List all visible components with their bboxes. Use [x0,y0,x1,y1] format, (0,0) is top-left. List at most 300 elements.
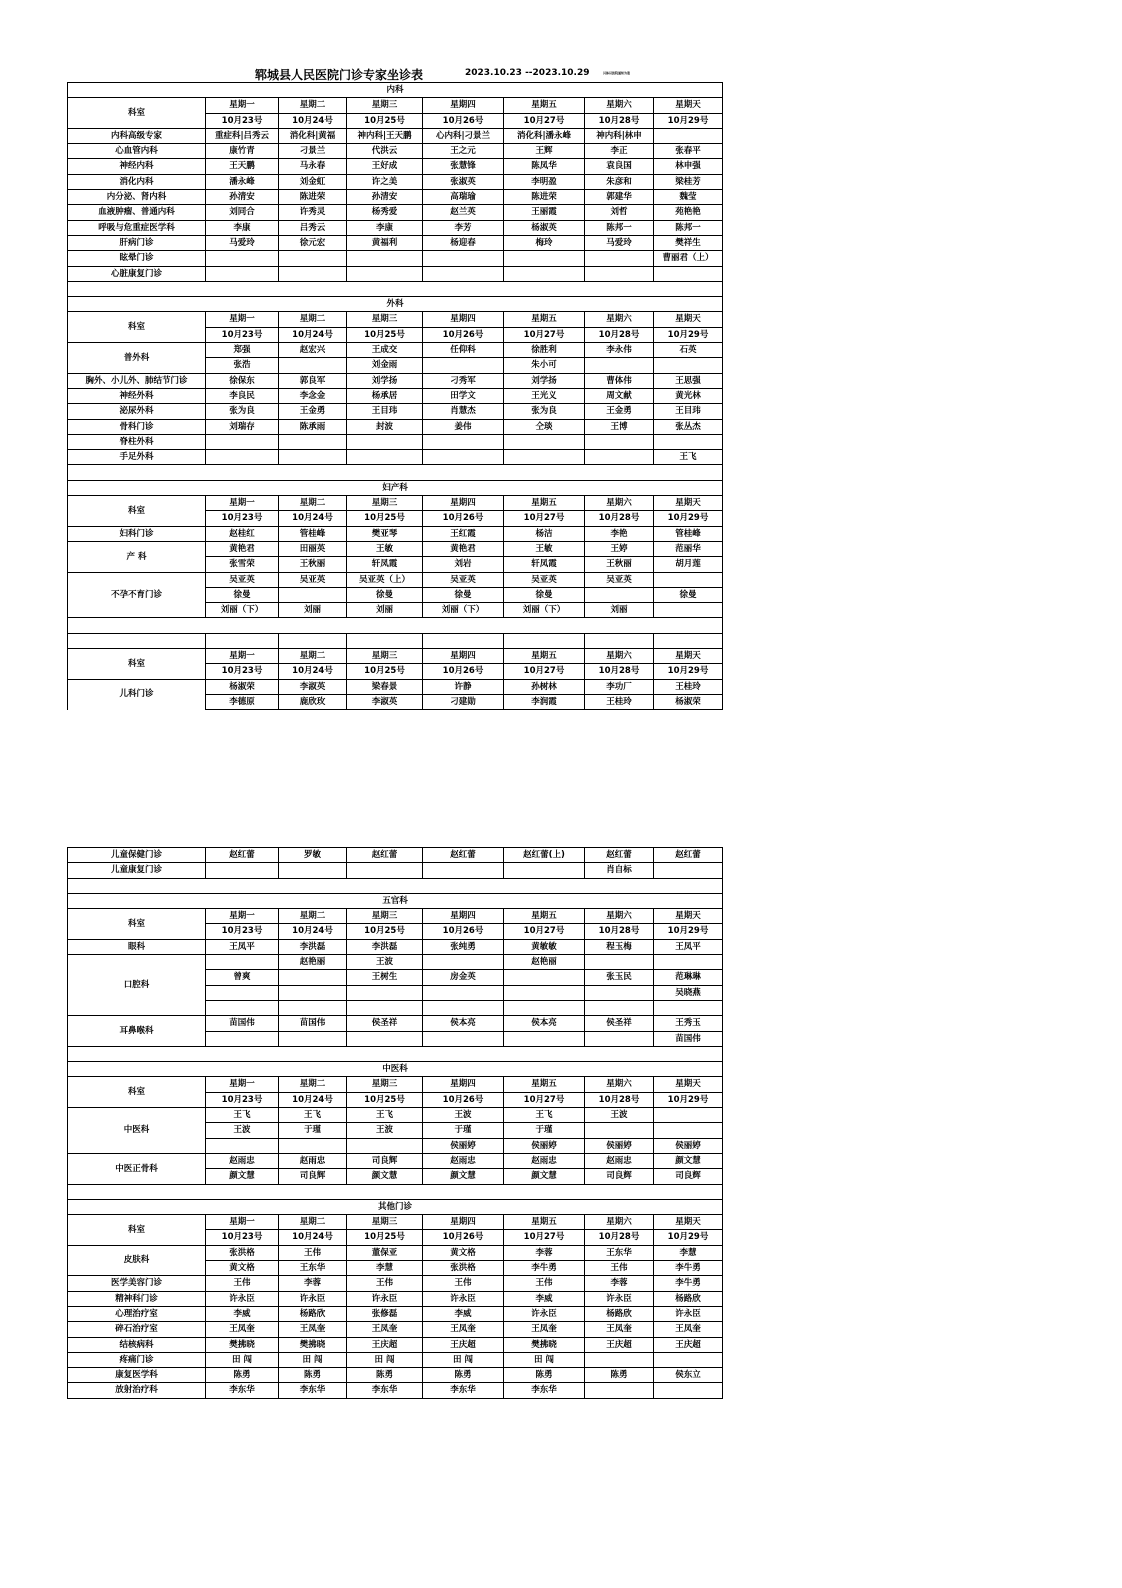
date-header: 10月29号 [654,511,723,526]
doctor-cell: 王丽霞 [504,205,585,220]
empty-cell [68,633,206,648]
doctor-cell: 杨迎春 [423,235,504,250]
doctor-cell: 田 闯 [206,1352,279,1367]
doctor-cell [206,1000,279,1015]
dept-header: 科室 [68,1215,206,1246]
doctor-cell: 刘金虹 [279,174,347,189]
doctor-cell: 吴亚英 [423,572,504,587]
doctor-cell: 袁良国 [585,159,654,174]
doctor-cell [585,434,654,449]
doctor-cell: 苗国伟 [279,1016,347,1031]
doctor-cell [279,985,347,1000]
doctor-cell [279,863,347,878]
doctor-cell: 王桂玲 [585,694,654,709]
doctor-cell: 管桂峰 [654,526,723,541]
doctor-cell [585,1352,654,1367]
doctor-cell: 重症科|吕秀云 [206,128,279,143]
dept-label: 心血管内科 [68,144,206,159]
dept-header: 科室 [68,496,206,527]
doctor-cell: 张洪格 [206,1245,279,1260]
weekday-header: 星期四 [423,648,504,663]
date-header: 10月27号 [504,1092,585,1107]
doctor-cell: 李牛勇 [654,1276,723,1291]
doctor-cell: 许静 [423,679,504,694]
weekday-header: 星期二 [279,1077,347,1092]
doctor-cell [654,266,723,281]
doctor-cell: 姜伟 [423,419,504,434]
doctor-cell: 赵红蕾 [347,848,423,863]
weekday-header: 星期一 [206,98,279,113]
doctor-cell: 李蓉 [279,1276,347,1291]
doctor-cell: 孙树林 [504,679,585,694]
doctor-cell: 王凤奎 [585,1322,654,1337]
doctor-cell: 黄文格 [206,1261,279,1276]
weekday-header: 星期二 [279,648,347,663]
dept-label: 手足外科 [68,450,206,465]
doctor-cell: 李明盈 [504,174,585,189]
doctor-cell: 张纯勇 [423,939,504,954]
doctor-cell: 许之美 [347,174,423,189]
table-row [68,174,723,189]
doctor-cell [585,955,654,970]
doctor-cell [279,587,347,602]
weekday-header: 星期天 [654,909,723,924]
empty-cell [423,633,504,648]
doctor-cell: 陈邦一 [585,220,654,235]
doctor-cell: 李东华 [423,1383,504,1398]
dept-label: 医学美容门诊 [68,1276,206,1291]
doctor-cell [654,955,723,970]
weekday-header: 星期四 [423,909,504,924]
doctor-cell: 陈凤华 [504,159,585,174]
dept-header: 科室 [68,648,206,679]
doctor-cell: 吕秀云 [279,220,347,235]
doctor-cell: 孙清安 [206,190,279,205]
dept-label: 心理治疗室 [68,1306,206,1321]
doctor-cell: 刘学扬 [347,373,423,388]
doctor-cell: 张雪荣 [206,557,279,572]
table-row [68,419,723,434]
doctor-cell: 樊亚琴 [347,526,423,541]
weekday-header: 星期二 [279,98,347,113]
weekday-header: 星期二 [279,496,347,511]
doctor-cell [654,863,723,878]
doctor-cell: 杨秀爱 [347,205,423,220]
empty-cell [585,633,654,648]
weekday-header: 星期三 [347,909,423,924]
doctor-cell [423,266,504,281]
doctor-cell: 王凤平 [206,939,279,954]
doctor-cell [423,863,504,878]
doctor-cell [654,1000,723,1015]
dept-label: 肝病门诊 [68,235,206,250]
doctor-cell [654,1123,723,1138]
doctor-cell: 赵雨忠 [279,1153,347,1168]
empty-cell [279,633,347,648]
doctor-cell [279,358,347,373]
doctor-cell: 郭建华 [585,190,654,205]
weekday-header: 星期三 [347,496,423,511]
doctor-cell: 王秀玉 [654,1016,723,1031]
doctor-cell: 吴亚英 [504,572,585,587]
weekday-header: 星期三 [347,98,423,113]
weekday-row [68,648,723,663]
dept-header: 科室 [68,98,206,129]
doctor-cell: 张浩 [206,358,279,373]
doctor-cell: 赵兰英 [423,205,504,220]
doctor-cell: 王凤奎 [423,1322,504,1337]
doctor-cell: 许永臣 [585,1291,654,1306]
doctor-cell: 刘丽（下） [206,603,279,618]
table-row [68,220,723,235]
doctor-cell: 樊拂晓 [206,1337,279,1352]
date-header: 10月29号 [654,924,723,939]
doctor-cell [206,863,279,878]
doctor-cell: 孙清安 [347,190,423,205]
dept-label: 中医正骨科 [68,1153,206,1184]
date-header: 10月25号 [347,1230,423,1245]
doctor-cell: 刘学扬 [504,373,585,388]
weekday-header: 星期六 [585,496,654,511]
doctor-cell [504,251,585,266]
date-header: 10月26号 [423,113,504,128]
doctor-cell: 高瑞瑜 [423,190,504,205]
doctor-cell: 田 闯 [504,1352,585,1367]
doctor-cell: 程玉梅 [585,939,654,954]
dept-header: 科室 [68,909,206,940]
table-row [68,343,723,358]
doctor-cell: 轩凤霞 [347,557,423,572]
doctor-cell: 王凤平 [654,939,723,954]
blank-row [68,618,723,633]
date-header: 10月28号 [585,327,654,342]
doctor-cell: 李德原 [206,694,279,709]
doctor-cell: 李艳 [585,526,654,541]
doctor-cell: 陈勇 [423,1368,504,1383]
dept-label: 泌尿外科 [68,404,206,419]
doctor-cell: 王敏 [504,541,585,556]
weekday-header: 星期四 [423,1077,504,1092]
doctor-cell: 李淑英 [347,694,423,709]
doctor-cell: 颜文慧 [347,1169,423,1184]
doctor-cell: 王金勇 [279,404,347,419]
doctor-cell: 王飞 [279,1108,347,1123]
date-header: 10月27号 [504,113,585,128]
doctor-cell: 王目玮 [654,404,723,419]
doctor-cell: 徐曼 [347,587,423,602]
weekday-header: 星期五 [504,1077,585,1092]
weekday-header: 星期一 [206,909,279,924]
doctor-cell: 张为良 [206,404,279,419]
fine-print-note: 具体以医院通知为准 [603,71,631,75]
doctor-cell: 王波 [347,955,423,970]
doctor-cell: 王好成 [347,159,423,174]
doctor-cell: 王波 [347,1123,423,1138]
doctor-cell: 赵红蕾 [423,848,504,863]
doctor-cell: 苗国伟 [206,1016,279,1031]
doctor-cell: 张洪格 [423,1261,504,1276]
doctor-cell: 胡月莲 [654,557,723,572]
table-row [68,1368,723,1383]
doctor-cell: 陈勇 [504,1368,585,1383]
doctor-cell: 陈邦一 [654,220,723,235]
doctor-cell: 张玉民 [585,970,654,985]
doctor-cell [654,434,723,449]
dept-label: 疼痛门诊 [68,1352,206,1367]
dept-label: 内科高级专家 [68,128,206,143]
table-row [68,526,723,541]
doctor-cell [585,450,654,465]
doctor-cell: 陈勇 [347,1368,423,1383]
table-row [68,955,723,970]
date-header: 10月26号 [423,924,504,939]
doctor-cell [585,266,654,281]
doctor-cell [206,450,279,465]
doctor-cell: 司良辉 [585,1169,654,1184]
doctor-cell: 吴亚英 [585,572,654,587]
doctor-cell: 范丽华 [654,541,723,556]
doctor-cell: 李威 [206,1306,279,1321]
date-header: 10月28号 [585,113,654,128]
blankgrid-row [68,633,723,648]
doctor-cell: 王成交 [347,343,423,358]
table-row [68,1291,723,1306]
doctor-cell: 李康 [347,220,423,235]
table-row [68,1153,723,1168]
doctor-cell: 张淑英 [423,174,504,189]
doctor-cell [423,450,504,465]
doctor-cell: 李慧 [347,1261,423,1276]
doctor-cell: 黄福利 [347,235,423,250]
doctor-cell: 许永臣 [654,1306,723,1321]
doctor-cell: 王伟 [423,1276,504,1291]
doctor-cell: 管桂峰 [279,526,347,541]
doctor-cell [347,1138,423,1153]
date-header: 10月27号 [504,511,585,526]
weekday-header: 星期五 [504,98,585,113]
weekday-header: 星期四 [423,98,504,113]
doctor-cell: 朱小可 [504,358,585,373]
dept-header: 科室 [68,312,206,343]
doctor-cell: 王秋丽 [585,557,654,572]
table-row [68,1383,723,1398]
doctor-cell: 侯本亮 [423,1016,504,1031]
doctor-cell [585,1123,654,1138]
doctor-cell: 张修磊 [347,1306,423,1321]
title-row [68,480,723,495]
doctor-cell: 王飞 [654,450,723,465]
doctor-cell: 司良辉 [347,1153,423,1168]
weekday-header: 星期六 [585,1077,654,1092]
doctor-cell [279,434,347,449]
doctor-cell [347,434,423,449]
doctor-cell: 王飞 [206,1108,279,1123]
doctor-cell: 王敏 [347,541,423,556]
doctor-cell: 赵雨忠 [504,1153,585,1168]
spacer-row [68,878,723,893]
doctor-cell: 田 闯 [347,1352,423,1367]
doctor-cell: 马爱玲 [206,235,279,250]
doctor-cell: 王树生 [347,970,423,985]
weekday-header: 星期六 [585,98,654,113]
section-title: 中医科 [68,1062,723,1077]
dept-label: 妇科门诊 [68,526,206,541]
doctor-cell [585,1383,654,1398]
weekday-header: 星期天 [654,1215,723,1230]
weekday-header: 星期四 [423,1215,504,1230]
weekday-header: 星期六 [585,909,654,924]
doctor-cell: 田 闯 [423,1352,504,1367]
blank-row [68,465,723,480]
doctor-cell [279,450,347,465]
weekday-header: 星期三 [347,648,423,663]
table-row [68,848,723,863]
weekday-header: 星期五 [504,312,585,327]
doctor-cell: 梅玲 [504,235,585,250]
doctor-cell: 李牛勇 [654,1261,723,1276]
date-header: 10月26号 [423,511,504,526]
doctor-cell: 吴晓燕 [654,985,723,1000]
doctor-cell: 杨路欣 [279,1306,347,1321]
date-header: 10月25号 [347,511,423,526]
schedule-table-page-bottom [67,847,723,1399]
blank-row [68,281,723,296]
empty-cell [504,633,585,648]
blank-row [68,878,723,893]
date-header: 10月26号 [423,1230,504,1245]
table-row [68,679,723,694]
doctor-cell: 范琳琳 [654,970,723,985]
doctor-cell: 陈承雨 [279,419,347,434]
doctor-cell: 黄艳君 [423,541,504,556]
doctor-cell: 罗敏 [279,848,347,863]
doctor-cell: 刁建勋 [423,694,504,709]
doctor-cell: 陈勇 [206,1368,279,1383]
doctor-cell: 田丽英 [279,541,347,556]
doctor-cell [206,985,279,1000]
doctor-cell: 王伟 [504,1276,585,1291]
doctor-cell: 黄艳君 [206,541,279,556]
doctor-cell: 李良民 [206,388,279,403]
doctor-cell: 李芳 [423,220,504,235]
weekday-header: 星期二 [279,1215,347,1230]
doctor-cell [585,587,654,602]
doctor-cell: 李洪磊 [279,939,347,954]
doctor-cell: 刘哲 [585,205,654,220]
doctor-cell [423,251,504,266]
doctor-cell: 王凤奎 [279,1322,347,1337]
section-title: 妇产科 [68,480,723,495]
doctor-cell: 李康 [206,220,279,235]
doctor-cell: 许永臣 [504,1306,585,1321]
doctor-cell: 樊拂晓 [279,1337,347,1352]
doctor-cell: 封波 [347,419,423,434]
table-row [68,190,723,205]
doctor-cell: 司良辉 [654,1169,723,1184]
doctor-cell: 王东华 [279,1261,347,1276]
doctor-cell [347,251,423,266]
doctor-cell: 杨洁 [504,526,585,541]
doctor-cell: 郑强 [206,343,279,358]
doctor-cell: 刁景兰 [279,144,347,159]
weekday-header: 星期五 [504,648,585,663]
dept-label: 儿童康复门诊 [68,863,206,878]
doctor-cell: 消化科|潘永峰 [504,128,585,143]
date-header: 10月25号 [347,113,423,128]
date-header: 10月24号 [279,1230,347,1245]
weekday-header: 星期一 [206,312,279,327]
doctor-cell: 苑艳艳 [654,205,723,220]
doctor-cell: 王桂玲 [654,679,723,694]
weekday-row [68,496,723,511]
doctor-cell: 王之元 [423,144,504,159]
table-row [68,1245,723,1260]
doctor-cell [504,1000,585,1015]
date-header: 10月28号 [585,1092,654,1107]
doctor-cell [585,1031,654,1046]
dept-label: 眩晕门诊 [68,251,206,266]
doctor-cell: 郭良军 [279,373,347,388]
doctor-cell: 魏莹 [654,190,723,205]
doctor-cell: 李慧 [654,1245,723,1260]
doctor-cell: 赵桂红 [206,526,279,541]
doctor-cell: 轩凤霞 [504,557,585,572]
date-header: 10月24号 [279,327,347,342]
date-header: 10月24号 [279,1092,347,1107]
dept-label: 消化内科 [68,174,206,189]
dept-label: 血液肿瘤、普通内科 [68,205,206,220]
doctor-cell [654,603,723,618]
date-header: 10月29号 [654,1092,723,1107]
section-title: 五官科 [68,893,723,908]
doctor-cell: 刁秀军 [423,373,504,388]
doctor-cell: 康竹青 [206,144,279,159]
doctor-cell: 许永臣 [423,1291,504,1306]
table-row [68,572,723,587]
weekday-row [68,1077,723,1092]
spacer-row [68,465,723,480]
doctor-cell: 徐胜利 [504,343,585,358]
doctor-cell: 樊拂晓 [504,1337,585,1352]
doctor-cell: 朱彦和 [585,174,654,189]
doctor-cell [279,1031,347,1046]
dept-label: 神经外科 [68,388,206,403]
doctor-cell: 刘瑞存 [206,419,279,434]
doctor-cell: 王金勇 [585,404,654,419]
doctor-cell: 李淑英 [279,679,347,694]
doctor-cell: 杨路欣 [585,1306,654,1321]
weekday-header: 星期四 [423,496,504,511]
weekday-header: 星期天 [654,496,723,511]
table-row [68,863,723,878]
doctor-cell [504,863,585,878]
doctor-cell: 王思强 [654,373,723,388]
date-header: 10月23号 [206,1092,279,1107]
empty-cell [206,633,279,648]
weekday-header: 星期三 [347,312,423,327]
doctor-cell: 王庆超 [423,1337,504,1352]
title-row [68,893,723,908]
weekday-header: 星期一 [206,648,279,663]
spacer-row [68,281,723,296]
empty-cell [347,633,423,648]
doctor-cell: 李威 [504,1291,585,1306]
date-header: 10月24号 [279,113,347,128]
weekday-header: 星期天 [654,98,723,113]
doctor-cell: 王波 [423,1108,504,1123]
doctor-cell: 杨承居 [347,388,423,403]
doctor-cell: 杨路欣 [654,1291,723,1306]
